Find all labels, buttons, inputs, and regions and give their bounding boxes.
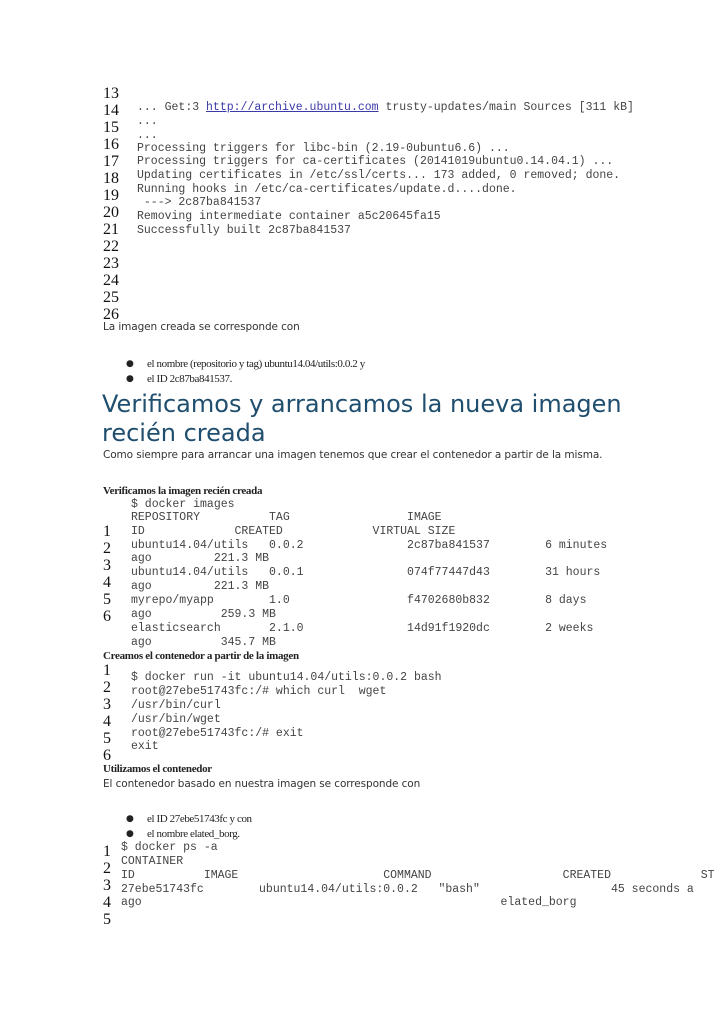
line-number: 17 [103, 153, 119, 170]
code-line [137, 87, 634, 129]
use-bullet: el nombre elated_borg. [147, 828, 240, 840]
code-line: REPOSITORY TAG IMAGE [131, 511, 442, 524]
line-number: 1 [103, 843, 111, 860]
line-number: 25 [103, 289, 119, 306]
image-summary-bullet: el ID 2c87ba841537. [147, 373, 232, 385]
code-line: ago 259.3 MB [131, 608, 276, 621]
code-line: $ docker run -it ubuntu14.04/utils:0.0.2 bash [131, 671, 442, 684]
code-line: Processing triggers for libc-bin (2.19-0ubuntu6.6) ... [137, 142, 510, 155]
line-number: 13 [103, 85, 119, 102]
code-line: 27ebe51743fc ubuntu14.04/utils:0.0.2 "bash" 45 seconds a [121, 883, 694, 896]
line-number: 5 [103, 911, 111, 928]
code-line: ubuntu14.04/utils 0.0.2 2c87ba841537 6 minutes [131, 539, 608, 552]
code-line: root@27ebe51743fc:/# exit [131, 727, 304, 740]
line-number: 23 [103, 255, 119, 272]
code-line: /usr/bin/curl [131, 699, 221, 712]
code-prefix: Get:3 [164, 101, 207, 114]
use-title: Utilizamos el contenedor [103, 763, 212, 775]
line-number: 21 [103, 221, 119, 238]
code-suffix: trusty-updates/main Sources [311 kB] [378, 101, 634, 114]
line-number: 5 [103, 591, 111, 608]
line-number: 4 [103, 894, 111, 911]
code-line: ago 221.3 MB [131, 552, 270, 565]
image-summary-bullet: el nombre (repositorio y tag) ubuntu14.04/utils:0.0.2 y [147, 358, 365, 370]
code-line: ago 221.3 MB [131, 580, 270, 593]
use-bullet: el ID 27ebe51743fc y con [147, 813, 252, 825]
code-line: ... [137, 101, 158, 114]
line-number: 1 [103, 662, 111, 679]
code-line: CONTAINER [121, 855, 184, 868]
line-number: 2 [103, 540, 111, 557]
line-number: 6 [103, 608, 111, 625]
bullet-dot: ● [126, 829, 134, 839]
line-number: 2 [103, 679, 111, 696]
code-line: Processing triggers for ca-certificates (20141019ubuntu0.14.04.1) ... [137, 155, 614, 168]
line-number: 15 [103, 119, 119, 136]
code-line: ago elated_borg [121, 896, 577, 909]
code-line: ... [137, 115, 158, 128]
bullet-dot: ● [126, 814, 134, 824]
use-intro: El contenedor basado en nuestra imagen se corresponde con [103, 778, 421, 790]
bullet-dot: ● [126, 374, 134, 384]
code-line: ago 345.7 MB [131, 636, 276, 649]
code-line: Updating certificates in /etc/ssl/certs... 173 added, 0 removed; done. [137, 169, 621, 182]
code-line: $ docker ps -a [121, 841, 218, 854]
line-number: 1 [103, 523, 111, 540]
code-line: ... [137, 129, 158, 142]
line-number: 14 [103, 102, 119, 119]
verify-title: Verificamos la imagen recién creada [103, 485, 263, 497]
line-number: 24 [103, 272, 119, 289]
line-number: 20 [103, 204, 119, 221]
code-line: Removing intermediate container a5c20645fa15 [137, 210, 441, 223]
code-line: ubuntu14.04/utils 0.0.1 074f77447d43 31 hours [131, 566, 601, 579]
line-number: 19 [103, 187, 119, 204]
line-number: 3 [103, 557, 111, 574]
code-line: ID CREATED VIRTUAL SIZE [131, 525, 456, 538]
line-number: 22 [103, 238, 119, 255]
line-number: 3 [103, 696, 111, 713]
code-line: elasticsearch 2.1.0 14d91f1920dc 2 weeks [131, 622, 594, 635]
code-line: Successfully built 2c87ba841537 [137, 224, 351, 237]
code-line: root@27ebe51743fc:/# which curl wget [131, 685, 387, 698]
image-summary-intro: La imagen creada se corresponde con [103, 321, 300, 333]
line-number: 26 [103, 306, 119, 323]
archive-link[interactable]: http://archive.ubuntu.com [206, 101, 379, 114]
code-line: ---> 2c87ba841537 [137, 196, 262, 209]
line-number: 2 [103, 860, 111, 877]
code-line: /usr/bin/wget [131, 713, 221, 726]
code-line: Running hooks in /etc/ca-certificates/update.d....done. [137, 183, 517, 196]
line-number: 18 [103, 170, 119, 187]
code-line: myrepo/myapp 1.0 f4702680b832 8 days [131, 594, 587, 607]
line-number: 5 [103, 730, 111, 747]
code-line: $ docker images [131, 498, 235, 511]
line-number: 4 [103, 713, 111, 730]
line-number: 3 [103, 877, 111, 894]
line-number: 4 [103, 574, 111, 591]
bullet-dot: ● [126, 359, 134, 369]
code-line: exit [131, 740, 159, 753]
line-number: 6 [103, 747, 111, 764]
line-number: 16 [103, 136, 119, 153]
code-line: ID IMAGE COMMAND CREATED ST [121, 869, 715, 882]
create-title: Creamos el contenedor a partir de la imagen [103, 650, 299, 662]
section-heading: Verificamos y arrancamos la nueva imagen recién creada [102, 390, 622, 447]
section-intro: Como siempre para arrancar una imagen tenemos que crear el contenedor a partir de la misma. [103, 449, 603, 461]
